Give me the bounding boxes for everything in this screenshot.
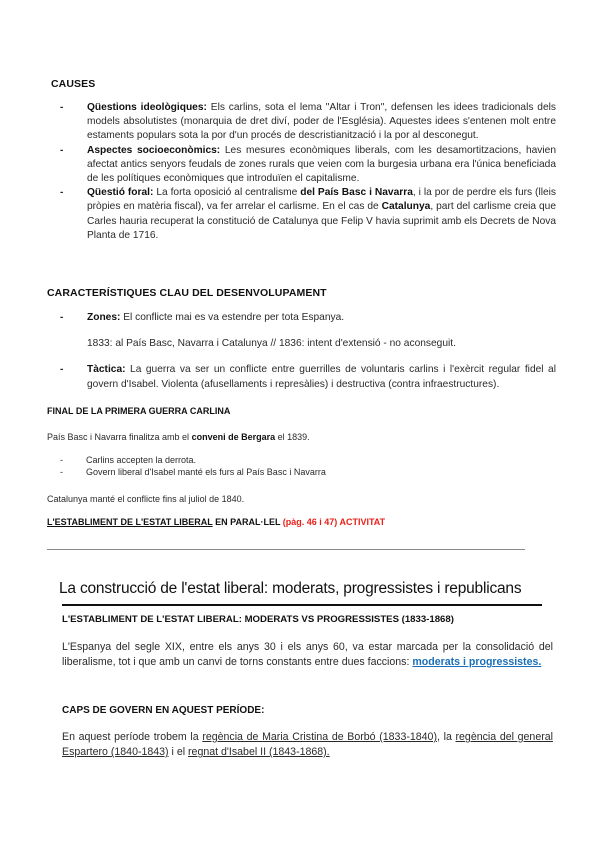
bullet-dash: - <box>60 144 64 156</box>
characteristics-list <box>60 311 556 392</box>
item-bold: del País Basc i Navarra <box>300 187 413 199</box>
item-text: , part del carlisme creia que Carles hauria recuperat la constitució de Catalunya que Felip V havia suprimit amb els Decrets de Nova Planta de 1716. <box>87 201 556 241</box>
activity-red: (pàg. 46 i 47) ACTIVITAT <box>282 517 386 527</box>
title-rule <box>62 604 542 606</box>
item-text: El conflicte mai es va estendre per tota Espanya. <box>120 312 345 323</box>
item-text: La forta oposició al centralisme <box>153 187 301 199</box>
regencia-espartero-link[interactable]: regència del general Espartero (1840-1843) <box>62 731 553 758</box>
regencia-maria-cristina-link[interactable]: regència de Maria Cristina de Borbó (1833-1840) <box>202 731 437 743</box>
bold-text: conveni de Bergara <box>191 432 276 442</box>
item-text: Carlins accepten la derrota. <box>86 455 197 465</box>
list-item <box>60 101 556 144</box>
item-text: , i la por de perdre els furs (lleis pròpies en matèria fiscal), va fer arrelar el carlisme. En el cas de <box>87 187 556 213</box>
list-item <box>60 144 556 187</box>
list-item <box>60 363 556 391</box>
item-text: Els carlins, sota el lema "Altar i Tron", defensen les idees tradicionals dels models absolutistes (monarquia de dret diví, poder de l'Església). Aquestes idees s'entenen molt entre estaments populars sota la por d'un procés de descristianització i la por al desconegut. <box>87 102 556 142</box>
bullet-dash: - <box>60 312 64 323</box>
text: País Basc i Navarra finalitza amb el <box>47 432 192 442</box>
text: , la <box>436 731 456 743</box>
item-label: Qüestió foral: <box>87 187 154 199</box>
causes-heading: CAUSES <box>51 78 96 90</box>
bullet-dash: - <box>60 102 64 113</box>
activity-link[interactable]: L'ESTABLIMENT DE L'ESTAT LIBERAL <box>47 517 213 527</box>
bullet-dash: - <box>60 455 63 465</box>
activity-line <box>47 516 385 528</box>
item-text: Les mesures econòmiques liberals, com les desamortitzacions, havien afectat antics senyors feudals de zones rurals que veien com la burgesia urbana era l'única beneficiada de les polítiques econòmiques que introduïen el capitalisme. <box>87 144 556 185</box>
final-bullets <box>60 454 540 478</box>
text: L'Espanya del segle XIX, entre els anys 30 i els anys 60, va estar marcada per la consolidació del liberalisme, tot i que amb un canvi de torns constants entre dues faccions: <box>62 641 553 668</box>
causes-list <box>60 101 556 243</box>
zones-detail: 1833: al País Basc, Navarra i Catalunya // 1836: intent d'extensió - no aconseguit. <box>87 338 456 350</box>
item-label: Zones: <box>87 312 121 323</box>
bullet-dash: - <box>60 364 64 376</box>
characteristics-heading: CARACTERÍSTIQUES CLAU DEL DESENVOLUPAMENT <box>47 287 327 299</box>
item-bold: Catalunya <box>381 201 431 213</box>
section-title: La construcció de l'estat liberal: moderats, progressistes i republicans <box>59 580 522 597</box>
caps-heading: CAPS DE GOVERN EN AQUEST PERÍODE: <box>62 705 265 716</box>
activity-bold: EN PARAL·LEL <box>212 517 283 527</box>
text: i el <box>168 746 189 758</box>
intro-paragraph <box>62 640 553 670</box>
final-line1 <box>47 431 310 443</box>
item-text: Govern liberal d'Isabel manté els furs al País Basc i Navarra <box>86 467 326 477</box>
bullet-dash: - <box>60 467 63 477</box>
final-line2: Catalunya manté el conflicte fins al juliol de 1840. <box>47 494 245 504</box>
list-item <box>60 186 556 243</box>
list-item <box>60 454 540 466</box>
moderats-progressistes-link[interactable]: moderats i progressistes. <box>412 656 542 668</box>
item-label: Qüestions ideològiques: <box>87 102 207 113</box>
text: el 1839. <box>275 432 310 442</box>
item-label: Aspectes socioeconòmics: <box>87 144 221 156</box>
final-heading: FINAL DE LA PRIMERA GUERRA CARLINA <box>47 406 231 416</box>
divider <box>47 549 525 550</box>
item-text: La guerra va ser un conflicte entre guerrilles de voluntaris carlins i l'exèrcit regular fidel al govern d'Isabel. Violenta (afusellaments i represàlies) i destructiva (contra infraestructures). <box>87 364 556 390</box>
section-subheading: L'ESTABLIMENT DE L'ESTAT LIBERAL: MODERATS VS PROGRESSISTES (1833-1868) <box>62 614 454 625</box>
list-item <box>60 466 540 478</box>
item-label: Tàctica: <box>87 364 126 376</box>
list-item <box>60 311 556 325</box>
caps-paragraph <box>62 730 553 760</box>
regnat-isabel-link[interactable]: regnat d'Isabel II (1843-1868). <box>188 746 330 758</box>
bullet-dash: - <box>60 187 64 199</box>
text: En aquest període trobem la <box>62 731 203 743</box>
